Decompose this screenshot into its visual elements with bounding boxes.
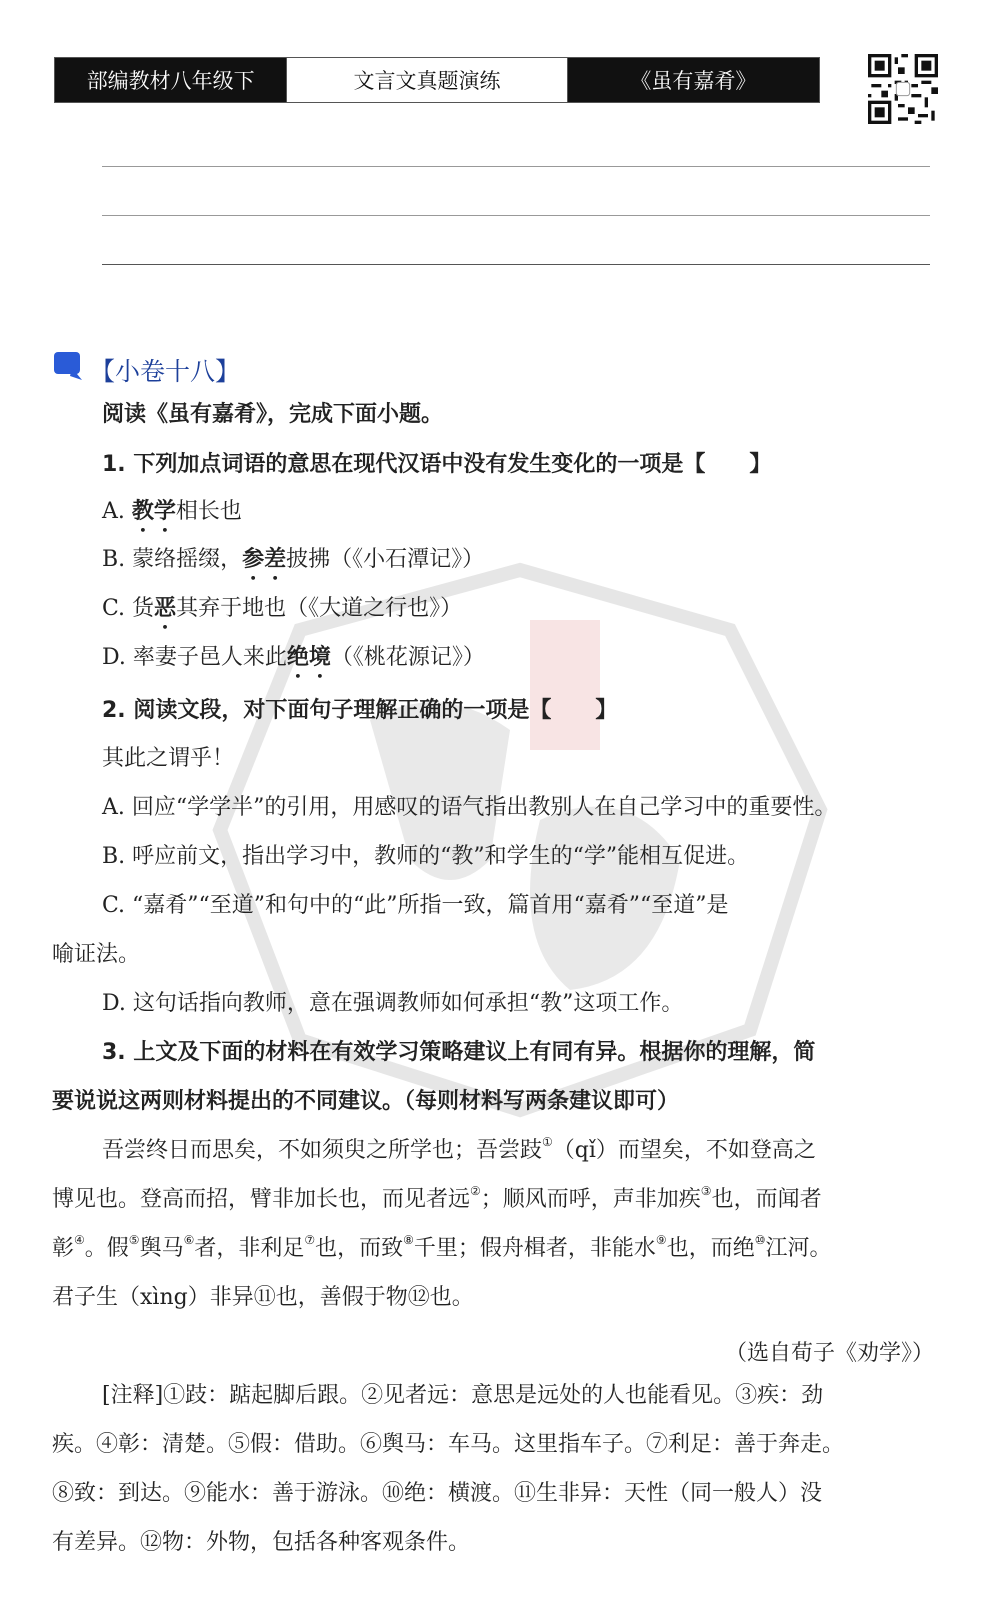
option-text: 相长也 xyxy=(175,499,242,524)
header-topic: 文言文真题演练 xyxy=(286,58,567,102)
question-3-stem: 3. 上文及下面的材料在有效学习策略建议上有同有异。根据你的理解，简 xyxy=(102,1040,816,1065)
q2-quote: 其此之谓乎！ xyxy=(102,746,235,771)
option-text: 其弃于地也（《大道之行也》） xyxy=(176,596,463,621)
question-1-stem: 1. 下列加点词语的意思在现代汉语中没有发生变化的一项是【 】 xyxy=(102,452,772,477)
watermark-seal-icon xyxy=(210,560,830,1120)
passage-line: 吾尝终日而思矣，不如须臾之所学也；吾尝跂①（qǐ）而望矣，不如登高之 xyxy=(102,1135,816,1163)
header-lesson: 《虽有嘉肴》 xyxy=(568,58,819,102)
passage-source: （选自荀子《劝学》） xyxy=(724,1341,934,1366)
answer-line xyxy=(102,264,930,265)
option-text: A. xyxy=(102,499,132,524)
dotted-word: 教学 xyxy=(131,499,176,524)
option-text: 披拂（《小石潭记》） xyxy=(286,547,485,572)
q1-option-d[interactable] xyxy=(102,645,485,683)
q2-option-c[interactable]: C. “嘉肴”“至道”和句中的“此”所指一致，篇首用“嘉肴”“至道”是 xyxy=(102,893,729,918)
q2-option-b[interactable]: B. 呼应前文，指出学习中，教师的“教”和学生的“学”能相互促进。 xyxy=(102,844,750,869)
notes-line: ⑧致：到达。⑨能水：善于游泳。⑩绝：横渡。⑪生非异：天性（同一般人）没 xyxy=(52,1481,823,1506)
q2-option-a[interactable]: A. 回应“学学半”的引用，用感叹的语气指出教别人在自己学习中的重要性。 xyxy=(102,795,837,820)
q2-option-c-cont: 喻证法。 xyxy=(52,942,141,967)
question-2-stem: 2. 阅读文段，对下面句子理解正确的一项是【 】 xyxy=(102,698,618,723)
option-text: C. 货 xyxy=(102,596,155,621)
dotted-word: 参差 xyxy=(242,547,287,572)
dotted-word: 绝境 xyxy=(286,645,331,670)
instruction: 阅读《虽有嘉肴》，完成下面小题。 xyxy=(102,402,444,427)
section-title: 【小卷十八】 xyxy=(90,357,241,386)
dotted-word: 恶 xyxy=(154,596,177,621)
passage-line: 博见也。登高而招，臂非加长也，而见者远②；顺风而呼，声非加疾③也，而闻者 xyxy=(52,1184,822,1212)
notes-line: 疾。④彰：清楚。⑤假：借助。⑥舆马：车马。这里指车子。⑦利足：善于奔走。 xyxy=(52,1432,845,1457)
notes-line: 有差异。⑫物：外物，包括各种客观条件。 xyxy=(52,1530,471,1555)
header-grade: 部编教材八年级下 xyxy=(55,58,286,102)
option-text: D. 率妻子邑人来此 xyxy=(102,645,287,670)
bookmark-icon xyxy=(52,350,84,382)
option-text: （《桃花源记》） xyxy=(330,645,485,670)
passage-line: 彰④。假⑤舆马⑥者，非利足⑦也，而致⑧千里；假舟楫者，非能水⑨也，而绝⑩江河。 xyxy=(52,1233,832,1261)
answer-line xyxy=(102,166,930,167)
q1-option-b[interactable] xyxy=(102,547,484,585)
question-3-stem-cont: 要说说这两则材料提出的不同建议。（每则材料写两条建议即可） xyxy=(52,1089,680,1114)
header-bar xyxy=(54,57,820,103)
q1-option-a[interactable] xyxy=(102,499,242,537)
q1-option-c[interactable] xyxy=(102,596,462,634)
passage-line: 君子生（xìng）非异⑪也，善假于物⑫也。 xyxy=(52,1285,474,1310)
option-text: B. 蒙络摇缀， xyxy=(102,547,243,572)
qr-code-icon[interactable] xyxy=(868,54,938,124)
q2-option-d[interactable]: D. 这句话指向教师，意在强调教师如何承担“教”这项工作。 xyxy=(102,991,684,1016)
answer-line xyxy=(102,215,930,216)
notes-line: [注释]①跂：踮起脚后跟。②见者远：意思是远处的人也能看见。③疾：劲 xyxy=(102,1383,824,1408)
